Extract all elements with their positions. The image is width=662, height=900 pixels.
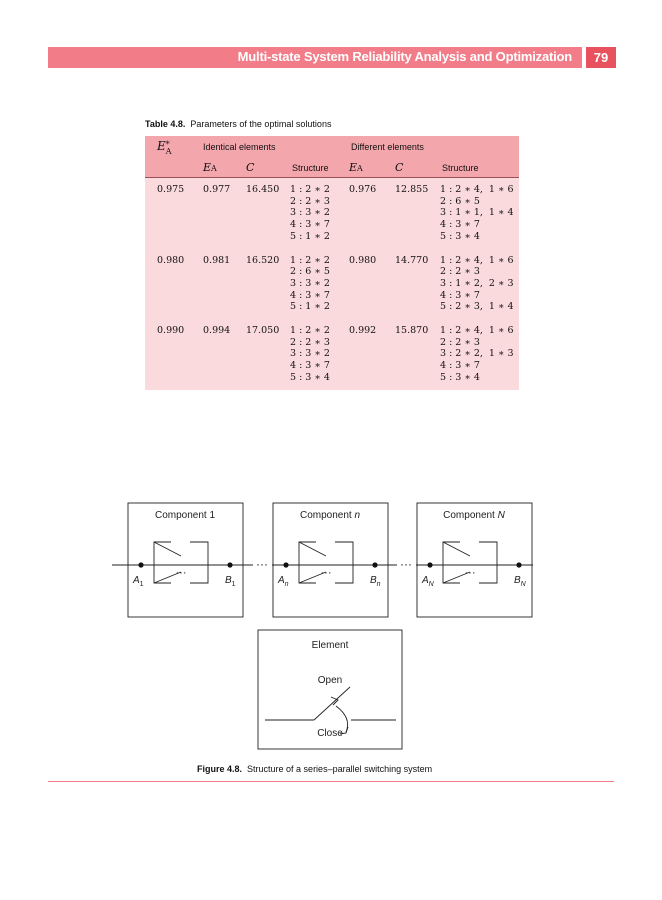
node-a bbox=[283, 562, 288, 567]
node-label-an: $A_n$ bbox=[278, 575, 289, 588]
cell-identical-structure: 1 : 2 ∗ 2 2 : 2 ∗ 3 3 : 3 ∗ 2 4 : 3 ∗ 7 5 : 3 ∗ 4 bbox=[290, 325, 330, 383]
node-label-bN: $B_N$ bbox=[514, 575, 526, 588]
cell-identical-structure: 1 : 2 ∗ 2 2 : 2 ∗ 3 3 : 3 ∗ 2 4 : 3 ∗ 7 5 : 1 ∗ 2 bbox=[290, 184, 330, 242]
cell-different-structure: 1 : 2 ∗ 4, 1 ∗ 6 2 : 2 ∗ 3 3 : 1 ∗ 2, 2 ∗ 3 4 : 3 ∗ 7 5 : 2 ∗ 3, 1 ∗ 4 bbox=[440, 254, 514, 313]
cell-different-structure: 1 : 2 ∗ 4, 1 ∗ 6 2 : 2 ∗ 3 3 : 2 ∗ 2, 1 ∗ 3 4 : 3 ∗ 7 5 : 3 ∗ 4 bbox=[440, 325, 514, 383]
page-number: 79 bbox=[586, 47, 616, 68]
cell-identical-ea: 0.994 bbox=[203, 325, 231, 337]
header-identical-structure: Structure bbox=[292, 162, 329, 173]
cell-identical-structure: 1 : 2 ∗ 2 2 : 6 ∗ 5 3 : 3 ∗ 2 4 : 3 ∗ 7 5 : 1 ∗ 2 bbox=[290, 254, 330, 313]
ellipsis: ··· bbox=[400, 557, 412, 571]
cell-ea-star: 0.990 bbox=[157, 325, 185, 337]
cell-different-c: 15.870 bbox=[395, 325, 429, 337]
running-header-title: Multi-state System Reliability Analysis and Optimization bbox=[237, 49, 572, 64]
component-n-label: Component n bbox=[299, 510, 361, 521]
header-different-elements: Different elements bbox=[351, 142, 424, 152]
node-label-b1: $B_1$ bbox=[225, 575, 236, 588]
ellipsis: ··· bbox=[256, 557, 268, 571]
cell-ea-star: 0.980 bbox=[157, 254, 185, 266]
cell-different-ea: 0.992 bbox=[349, 325, 377, 337]
cell-identical-ea: 0.981 bbox=[203, 254, 231, 266]
header-identical-elements: Identical elements bbox=[203, 142, 276, 152]
switch-upper bbox=[286, 542, 353, 565]
header-different-c: C bbox=[395, 161, 404, 174]
ellipsis: ··· bbox=[320, 567, 332, 579]
element-title: Element bbox=[311, 640, 349, 651]
node-label-aN: $A_N$ bbox=[422, 575, 434, 588]
cell-different-ea: 0.980 bbox=[349, 254, 377, 266]
node-label-bn: $B_n$ bbox=[370, 575, 381, 588]
node-a bbox=[427, 562, 432, 567]
node-b bbox=[372, 562, 377, 567]
cell-ea-star: 0.975 bbox=[157, 184, 185, 195]
node-b bbox=[227, 562, 232, 567]
ellipsis: ··· bbox=[175, 567, 187, 579]
cell-identical-c: 17.050 bbox=[246, 325, 280, 337]
cell-identical-ea: 0.977 bbox=[203, 184, 231, 195]
table-caption-label: Table 4.8. bbox=[145, 119, 186, 129]
cell-different-ea: 0.976 bbox=[349, 184, 377, 195]
component-N-label: Component N bbox=[443, 510, 505, 521]
header-different-ea: EA bbox=[349, 161, 363, 174]
close-label: Close bbox=[317, 728, 343, 739]
cell-different-c: 14.770 bbox=[395, 254, 429, 266]
header-identical-c: C bbox=[246, 161, 255, 174]
ellipsis: ··· bbox=[464, 567, 476, 579]
component-1-label: Component 1 bbox=[154, 510, 216, 521]
element-legend bbox=[258, 630, 402, 749]
open-label: Open bbox=[317, 675, 343, 686]
table-caption-text: Parameters of the optimal solutions bbox=[190, 119, 332, 129]
header-identical-ea: EA bbox=[203, 161, 217, 174]
cell-different-structure: 1 : 2 ∗ 4, 1 ∗ 6 2 : 6 ∗ 5 3 : 1 ∗ 1, 1 ∗ 4 4 : 3 ∗ 7 5 : 3 ∗ 4 bbox=[440, 184, 514, 242]
header-ea-star: E * A bbox=[157, 139, 172, 156]
cell-identical-c: 16.450 bbox=[246, 184, 280, 195]
node-a bbox=[138, 562, 143, 567]
figure-caption-text: Structure of a series–parallel switching system bbox=[247, 764, 433, 774]
bottom-rule bbox=[48, 781, 614, 782]
figure-caption bbox=[197, 764, 432, 774]
node-b bbox=[516, 562, 521, 567]
node-label-a1: $A_1$ bbox=[133, 575, 144, 588]
figure-caption-label: Figure 4.8. bbox=[197, 764, 243, 774]
switch-upper bbox=[141, 542, 208, 565]
header-different-structure: Structure bbox=[442, 162, 479, 173]
switch-upper bbox=[430, 542, 497, 565]
cell-different-c: 12.855 bbox=[395, 184, 429, 195]
cell-identical-c: 16.520 bbox=[246, 254, 280, 266]
